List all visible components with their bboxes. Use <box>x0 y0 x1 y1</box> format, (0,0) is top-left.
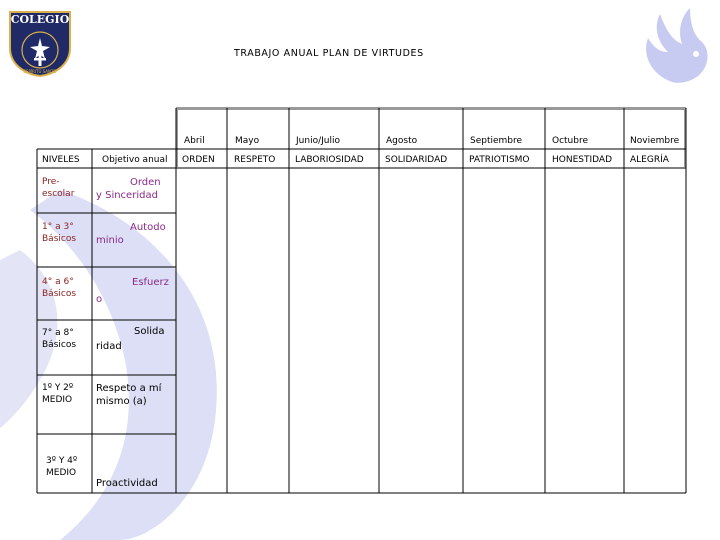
objective-cell: Solida ridad <box>96 326 165 352</box>
objective-cell: Autodo minio <box>96 222 166 246</box>
virtue-cell: LABORIOSIDAD <box>295 155 364 165</box>
month-header: Mayo <box>235 136 260 146</box>
month-header: Octubre <box>552 136 589 146</box>
page-title: TRABAJO ANUAL PLAN DE VIRTUDES <box>234 48 424 59</box>
level-cell: 3º Y 4º MEDIO <box>46 456 78 478</box>
month-header: Agosto <box>386 136 418 146</box>
objective-header: Objetivo anual <box>102 155 168 165</box>
levels-header: NIVELES <box>42 155 80 165</box>
objective-cell: Orden y Sinceridad <box>96 177 161 201</box>
virtue-cell: SOLIDARIDAD <box>385 155 448 165</box>
level-cell: 7° a 8° Básicos <box>42 328 77 350</box>
month-header: Junio/Julio <box>296 136 340 146</box>
virtue-cell: PATRIOTISMO <box>469 155 530 165</box>
level-cell: 1º Y 2º MEDIO <box>42 383 74 405</box>
objective-cell: Respeto a mí mismo (a) <box>96 383 162 407</box>
month-header: Abril <box>184 136 205 146</box>
level-cell: Pre- escolar <box>42 177 75 199</box>
virtue-cell: ORDEN <box>182 155 215 165</box>
virtue-cell: ALEGRÍA <box>630 155 669 165</box>
objective-cell: Esfuerz o <box>96 277 169 305</box>
level-cell: 1° a 3° Básicos <box>42 222 77 244</box>
svg-text:ESPÍRITU SANTO: ESPÍRITU SANTO <box>23 69 57 74</box>
month-header: Septiembre <box>470 136 523 146</box>
svg-text:COLEGIO: COLEGIO <box>10 13 70 26</box>
level-cell: 4° a 6° Básicos <box>42 277 77 299</box>
month-header: Noviembre <box>630 136 680 146</box>
objective-cell: Proactividad <box>96 478 158 489</box>
virtue-cell: RESPETO <box>234 155 276 165</box>
virtue-cell: HONESTIDAD <box>552 155 612 165</box>
